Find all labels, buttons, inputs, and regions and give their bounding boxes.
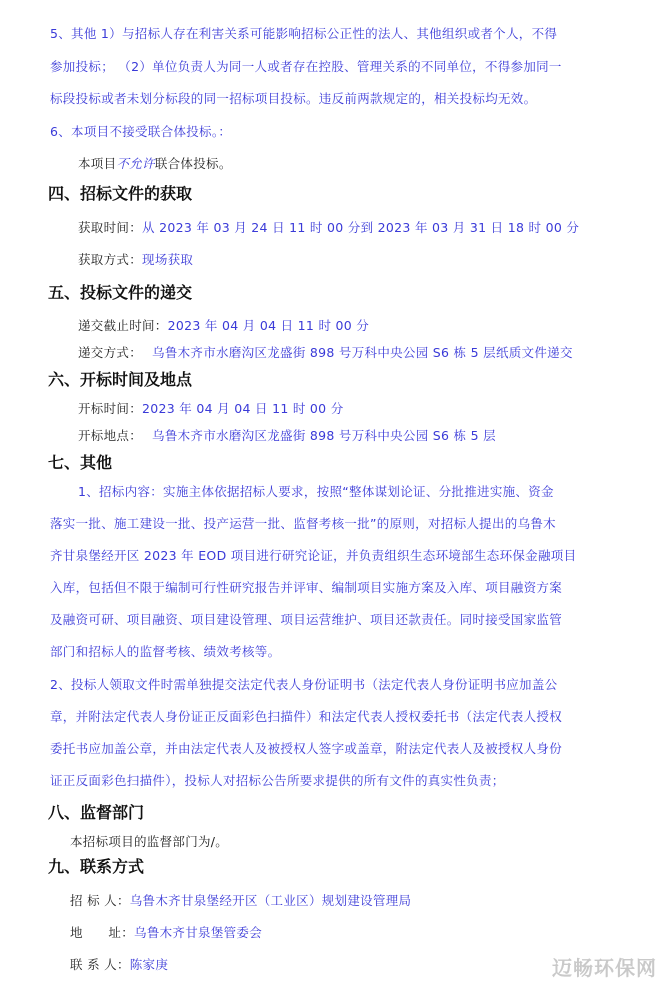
consortium-value: 不允许 (116, 156, 155, 171)
other-item6: 6、本项目不接受联合体投标。： (50, 124, 232, 139)
other-p2-line1: 2、投标人领取文件时需单独提交法定代表人身份证明书（法定代表人身份证明书应加盖公 (50, 677, 558, 692)
submit-deadline-label: 递交截止时间： (78, 318, 168, 333)
other-item5-line2: 参加投标； （2）单位负责人为同一人或者存在控股、管理关系的不同单位，不得参加同一 (50, 59, 562, 74)
other-p1-line3: 齐甘泉堡经开区 2023 年 EOD 项目进行研究论证，并负责组织生态环境部生态环保金融项目 (50, 548, 577, 563)
opening-time-row (78, 401, 344, 417)
other-p1-line5: 及融资可研、项目融资、项目建设管理、项目运营维护、项目还款责任。同时接受国家监管 (50, 612, 563, 627)
section5-heading: 五、投标文件的递交 (48, 283, 193, 302)
contact-address-row (70, 925, 262, 941)
section8-heading: 八、监督部门 (48, 803, 145, 822)
acquire-time-row (78, 220, 579, 236)
section7-heading: 七、其他 (48, 453, 113, 472)
consortium-suffix: 联合体投标。 (154, 156, 232, 171)
section4-heading: 四、招标文件的获取 (48, 184, 193, 203)
contact-tenderer-label: 招 标 人： (70, 893, 130, 908)
contact-person-row (70, 957, 168, 973)
other-p2-line2: 章，并附法定代表人身份证正反面彩色扫描件）和法定代表人授权委托书（法定代表人授权 (50, 709, 563, 724)
submit-method-value: 乌鲁木齐市水磨沟区龙盛街 898 号万科中央公园 S6 栋 5 层纸质文件递交 (152, 345, 573, 360)
other-p1-line1: 1、招标内容：实施主体依据招标人要求，按照“整体谋划论证、分批推进实施、资金 (78, 484, 554, 499)
other-p1-line2: 落实一批、施工建设一批、投产运营一批、监督考核一批”的原则，对招标人提出的乌鲁木 (50, 516, 556, 531)
opening-place-value: 乌鲁木齐市水磨沟区龙盛街 898 号万科中央公园 S6 栋 5 层 (152, 428, 496, 443)
contact-address-label: 地 址： (70, 925, 135, 940)
other-p1-line6: 部门和招标人的监督考核、绩效考核等。 (50, 644, 281, 659)
section9-heading: 九、联系方式 (48, 857, 145, 876)
consortium-line (78, 156, 232, 172)
acquire-time-value: 从 2023 年 03 月 24 日 11 时 00 分到 2023 年 03 月 31 日 18 时 00 分 (142, 220, 580, 235)
consortium-prefix: 本项目 (78, 156, 117, 171)
submit-deadline-value: 2023 年 04 月 04 日 11 时 00 分 (167, 318, 370, 333)
contact-tenderer-row (70, 893, 411, 909)
other-p1-line4: 入库，包括但不限于编制可行性研究报告并评审、编制项目实施方案及入库、项目融资方案 (50, 580, 563, 595)
supervision-text: 本招标项目的监督部门为/。 (70, 834, 229, 849)
other-p2-line3: 委托书应加盖公章，并由法定代表人及被授权人签字或盖章，附法定代表人及被授权人身份 (50, 741, 563, 756)
submit-deadline-row (78, 318, 369, 334)
acquire-method-row (78, 252, 193, 268)
submit-method-row (78, 345, 573, 361)
opening-time-value: 2023 年 04 月 04 日 11 时 00 分 (142, 401, 344, 416)
opening-place-row (78, 428, 496, 444)
acquire-time-label: 获取时间： (78, 220, 143, 235)
submit-method-label: 递交方式： (78, 345, 143, 360)
opening-time-label: 开标时间： (78, 401, 143, 416)
section6-heading: 六、开标时间及地点 (48, 370, 193, 389)
contact-person-label: 联 系 人： (70, 957, 130, 972)
contact-tenderer-value: 乌鲁木齐甘泉堡经开区（工业区）规划建设管理局 (129, 893, 412, 908)
acquire-method-label: 获取方式： (78, 252, 143, 267)
contact-person-value: 陈家庚 (129, 957, 169, 972)
opening-place-label: 开标地点： (78, 428, 143, 443)
other-p2-line4: 证正反面彩色扫描件），投标人对招标公告所要求提供的所有文件的真实性负责； (50, 773, 505, 788)
site-watermark: 迈畅环保网 (552, 956, 657, 980)
acquire-method-value: 现场获取 (142, 252, 194, 267)
other-item5-line3: 标段投标或者未划分标段的同一招标项目投标。违反前两款规定的，相关投标均无效。 (50, 91, 537, 106)
contact-address-value: 乌鲁木齐甘泉堡管委会 (134, 925, 263, 940)
other-item5-line1: 5、其他 1）与招标人存在利害关系可能影响招标公正性的法人、其他组织或者个人，不得 (50, 26, 558, 41)
